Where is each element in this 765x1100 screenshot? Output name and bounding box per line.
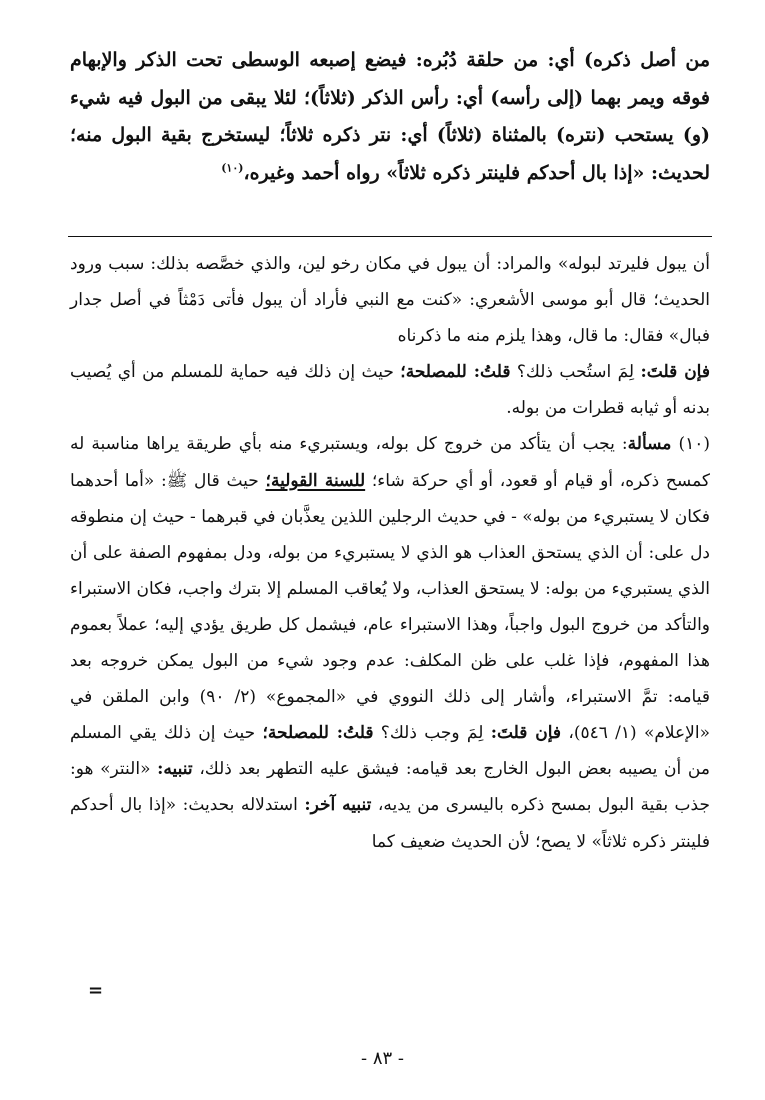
question-label-2: فإن قلتَ: xyxy=(490,723,562,744)
footnote-cont-text-3: حيث إن ذلك فيه حماية للمسلم من أي يُصيب بدنه أو ثيابه قطرات من بوله. xyxy=(70,362,710,419)
main-text-body: من أصل ذكره) أي: من حلقة دُبُره: فيضع إصبعه الوسطى تحت الذكر والإبهام فوقه ويمر بهما (إلى رأسه) أي: رأس الذكر (ثلاثاً)؛ لئلا يبقى من البول فيه شيء (و) يستحب (نتره) بالمثناة (ثلاثاً) أي: نتر ذكره ثلاثاً؛ ليستخرج بقية البول منه؛ لحديث: «إذا بال أحدكم فلينتر ذكره ثلاثاً» رواه أحمد وغيره، xyxy=(70,49,710,184)
footnote-10-text-2: حيث قال ﷺ: «أما أحدهما فكان لا يستبريء من بوله» - في حديث الرجلين اللذين يعذَّبان في قبرهما - حيث إن منطوقه دل على: أن الذي يستحق العذاب هو الذي لا يستبريء من بوله، ودل بمفهوم الصفة على أن الذي يستبريء من بوله: لا يستحق العذاب، ولا يُعاقب المسلم إلا بترك واجب، فكان الاستبراء والتأكد من خروج البول واجباً، وهذا الاستبراء عام، فيشمل كل طريق يؤدي إليه؛ عملاً بعموم هذا المفهوم، فإذا غلب على ظن المكلف: عدم وجود شيء من البول يمكن خروجه بعد قيامه: تمَّ الاستبراء، وأشار إلى ذلك النووي في «المجموع» (٢/ ٩٠) وابن الملقن في «الإعلام» (١/ ٥٤٦)، xyxy=(70,470,710,744)
sunnah-label: للسنة القولية؛ xyxy=(265,470,366,491)
page-number: - ٨٣ - xyxy=(361,1048,404,1069)
footnote-cont-text-2: لِمَ استُحب ذلك؟ xyxy=(510,362,641,383)
footnote-cont-text-1: أن يبول فليرتد لبوله» والمراد: أن يبول في مكان رخو لين، والذي خصَّصه بذلك: سبب ورود الحديث؛ قال أبو موسى الأشعري: «كنت مع النبي فأراد أن يبول فأتى دَمْثاً في أصل جدار فبال» فقال: ما قال، وهذا يلزم منه ما ذكرناه xyxy=(70,254,710,347)
continuation-mark: = xyxy=(88,980,104,1001)
footnote-number: (١٠) xyxy=(678,434,711,455)
footnotes-section xyxy=(70,246,710,860)
footnote-10 xyxy=(70,426,710,859)
footnote-10-text-1: : يجب أن يتأكد من خروج كل بوله، ويستبريء منه بأي طريقة يراها مناسبة له كمسح ذكره، أو قيام أو قعود، أو أي حركة شاء؛ xyxy=(70,434,710,491)
footnote-divider xyxy=(68,236,712,237)
note-label: تنبيه: xyxy=(157,759,193,780)
main-text xyxy=(70,42,710,192)
question-label: فإن قلتَ: xyxy=(640,362,710,383)
footnote-continuation xyxy=(70,246,710,426)
footnote-10-text-4: حيث إن ذلك يقي المسلم من أن يصيبه بعض البول الخارج بعد قيامه: فيشق عليه التطهر بعد ذلك، xyxy=(70,723,710,780)
footnote-10-text-3: لِمَ وجب ذلك؟ xyxy=(373,723,491,744)
footnote-10-text-6: استدلاله بحديث: «إذا بال أحدكم فلينتر ذكره ثلاثاً» لا يصح؛ لأن الحديث ضعيف كما xyxy=(70,795,710,852)
footnote-10-text-5: «النتر» هو: جذب بقية البول بمسح ذكره باليسرى من يديه، xyxy=(70,759,710,816)
answer-label-2: قلتُ: للمصلحة؛ xyxy=(262,723,374,744)
footnote-reference: (١٠) xyxy=(221,161,244,175)
answer-label: قلتُ: للمصلحة؛ xyxy=(400,362,511,383)
issue-label: مسألة xyxy=(627,434,672,455)
another-note-label: تنبيه آخر: xyxy=(304,795,372,816)
